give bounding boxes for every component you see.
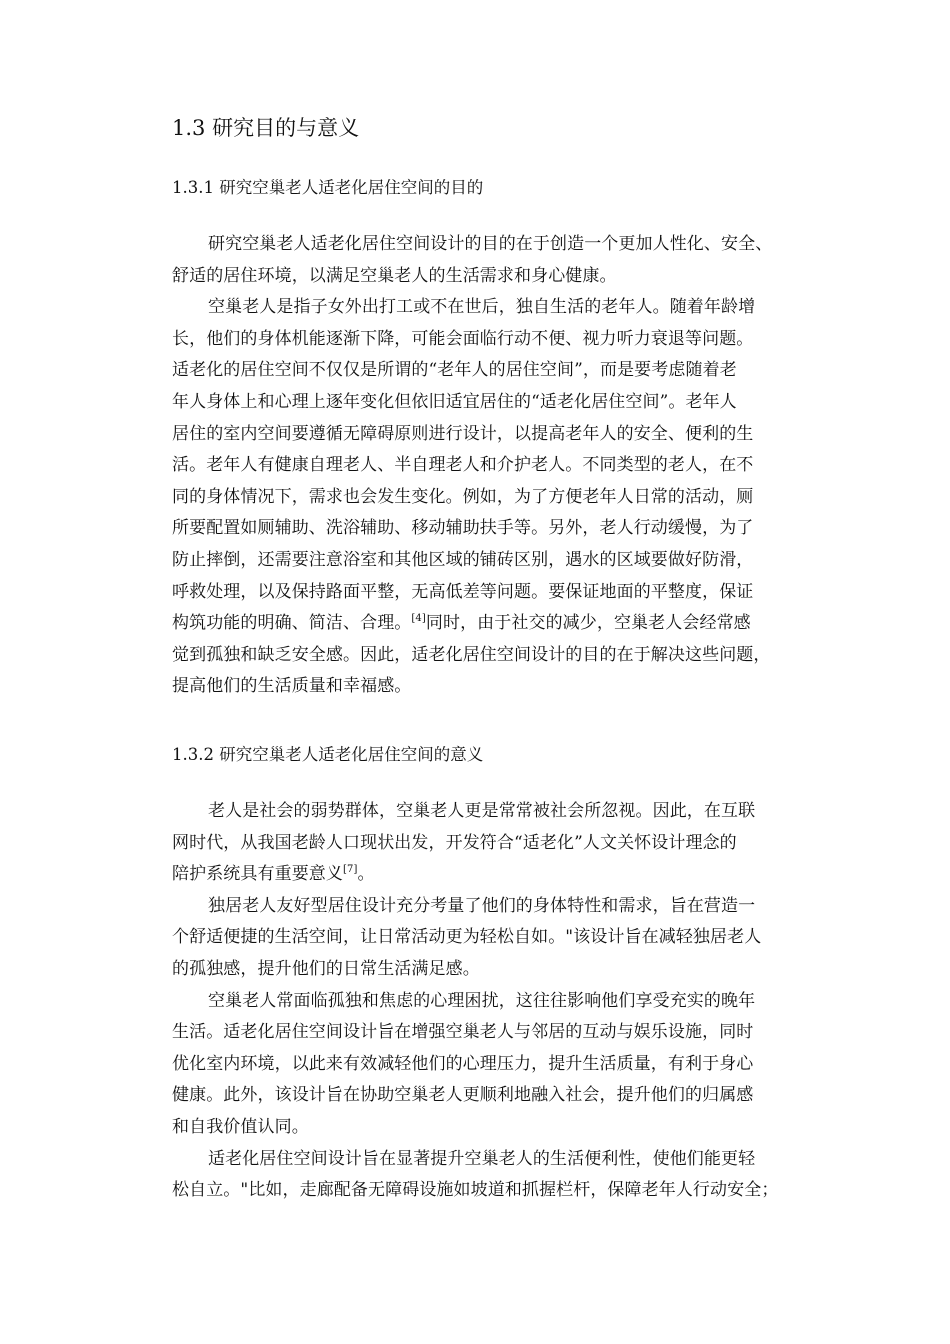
text-line: 空巢老人常面临孤独和焦虑的心理困扰，这往往影响他们享受充实的晚年 — [208, 990, 756, 1011]
text-segment: 陪护系统具有重要意义 — [172, 864, 343, 885]
text-line: 活。老年人有健康自理老人、半自理老人和介护老人。不同类型的老人，在不 — [172, 455, 754, 476]
text-line: 防止摔倒，还需要注意浴室和其他区域的铺砖区别，遇水的区域要做好防滑， — [172, 549, 754, 570]
text-line: 健康。此外，该设计旨在协助空巢老人更顺利地融入社会，提升他们的归属感 — [172, 1085, 754, 1106]
text-segment: 。 — [357, 864, 375, 885]
text-segment: 同时，由于社交的减少，空巢老人会经常感 — [425, 613, 751, 634]
text-line: 和自我价值认同。 — [172, 1116, 309, 1137]
text-line: 松自立。"比如，走廊配备无障碍设施如坡道和抓握栏杆，保障老年人行动安全； — [172, 1180, 779, 1201]
section-heading: 1.3 研究目的与意义 — [172, 116, 360, 140]
purpose-paragraph-2 — [172, 292, 844, 703]
text-line-with-citation — [172, 608, 844, 640]
significance-paragraph-3 — [172, 986, 844, 1144]
citation-4[interactable]: [4] — [411, 613, 426, 625]
text-line: 所要配置如厕辅助、洗浴辅助、移动辅助扶手等。另外，老人行动缓慢，为了 — [172, 518, 754, 539]
text-line: 觉到孤独和缺乏安全感。因此，适老化居住空间设计的目的在于解决这些问题， — [172, 644, 771, 665]
text-line-with-citation — [172, 859, 844, 891]
text-line: 网时代，从我国老龄人口现状出发，开发符合“适老化”人文关怀设计理念的 — [172, 832, 737, 853]
text-line: 独居老人友好型居住设计充分考量了他们的身体特性和需求，旨在营造一 — [208, 895, 756, 916]
significance-paragraph-2 — [172, 891, 844, 986]
text-line: 同的身体情况下，需求也会发生变化。例如，为了方便老年人日常的活动，厕 — [172, 486, 754, 507]
subsection-heading-purpose: 1.3.1 研究空巢老人适老化居住空间的目的 — [172, 178, 484, 197]
significance-paragraph-1 — [172, 796, 844, 891]
text-line: 生活。适老化居住空间设计旨在增强空巢老人与邻居的互动与娱乐设施，同时 — [172, 1022, 754, 1043]
purpose-body — [172, 229, 844, 703]
text-line: 老人是社会的弱势群体，空巢老人更是常常被社会所忽视。因此，在互联 — [208, 801, 756, 821]
text-line: 提高他们的生活质量和幸福感。 — [172, 676, 412, 697]
text-line: 居住的室内空间要遵循无障碍原则进行设计，以提高老年人的安全、便利的生 — [172, 423, 754, 444]
citation-7[interactable]: [7] — [343, 864, 358, 876]
text-line: 长，他们的身体机能逐渐下降，可能会面临行动不便、视力听力衰退等问题。 — [172, 328, 754, 349]
purpose-paragraph-1 — [172, 229, 844, 292]
text-line: 研究空巢老人适老化居住空间设计的目的在于创造一个更加人性化、安全、 — [208, 234, 773, 254]
subsection-heading-significance: 1.3.2 研究空巢老人适老化居住空间的意义 — [172, 745, 484, 764]
text-segment: 构筑功能的明确、简洁、合理。 — [172, 613, 412, 634]
significance-body — [172, 796, 844, 1207]
text-line: 舒适的居住环境，以满足空巢老人的生活需求和身心健康。 — [172, 265, 617, 286]
text-line: 适老化居住空间设计旨在显著提升空巢老人的生活便利性，使他们能更轻 — [208, 1148, 756, 1169]
text-line: 呼救处理，以及保持路面平整，无高低差等问题。要保证地面的平整度，保证 — [172, 581, 754, 602]
text-line: 适老化的居住空间不仅仅是所谓的“老年人的居住空间”，而是要考虑随着老 — [172, 360, 737, 381]
significance-paragraph-4 — [172, 1144, 844, 1207]
text-line: 优化室内环境，以此来有效减轻他们的心理压力，提升生活质量，有利于身心 — [172, 1053, 754, 1074]
text-line: 个舒适便捷的生活空间，让日常活动更为轻松自如。"该设计旨在减轻独居老人 — [172, 927, 762, 948]
text-line: 空巢老人是指子女外出打工或不在世后，独自生活的老年人。随着年龄增 — [208, 297, 756, 318]
text-line: 的孤独感，提升他们的日常生活满足感。 — [172, 958, 480, 979]
text-line: 年人身体上和心理上逐年变化但依旧适宜居住的“适老化居住空间”。老年人 — [172, 391, 737, 412]
